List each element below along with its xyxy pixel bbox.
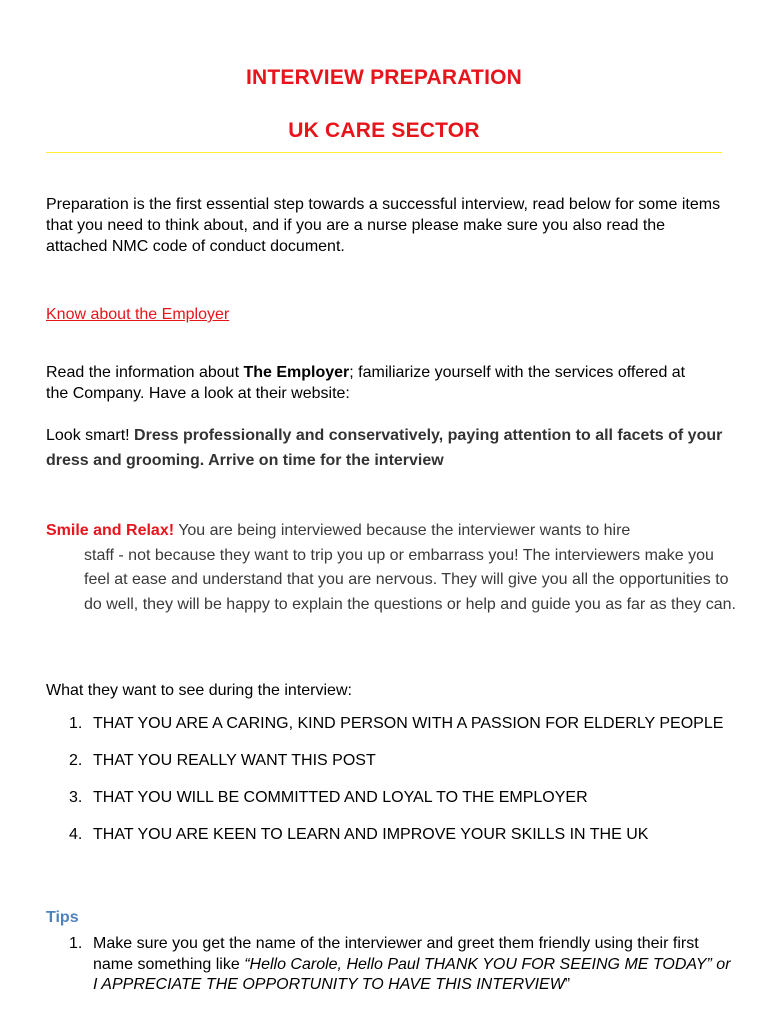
- smile-lead: Smile and Relax!: [46, 522, 175, 539]
- intro-paragraph: Preparation is the first essential step towards a successful interview, read below for some items that you need to think about, and if you are a nurse please make sure you also read the attached NMC code of conduct document.: [46, 196, 721, 255]
- tips-heading: Tips: [46, 909, 79, 926]
- list-item: 3. THAT YOU WILL BE COMMITTED AND LOYAL TO THE EMPLOYER: [69, 789, 588, 806]
- employer-text-after: ; familiarize yourself with the services offered at the Company. Have a look at their website:: [46, 364, 686, 402]
- employer-heading: Know about the Employer: [46, 306, 230, 323]
- list-item: 2. THAT YOU REALLY WANT THIS POST: [69, 752, 376, 769]
- employer-paragraph: [46, 362, 706, 404]
- employer-text-before: Read the information about: [46, 364, 244, 381]
- dress-text: Dress professionally and conservatively, paying attention to all facets of your dress and grooming. Arrive on time for the interview: [46, 427, 723, 469]
- document-subtitle: UK CARE SECTOR: [288, 119, 480, 142]
- smile-rest: staff - not because they want to trip you up or embarrass you! The interviewers make you feel at ease and understand that you are nervous. They will give you all the opportunities to do well, they will be happy to explain the questions or help and guide you as far as they can.: [84, 546, 736, 613]
- list-item: 4. THAT YOU ARE KEEN TO LEARN AND IMPROVE YOUR SKILLS IN THE UK: [69, 826, 649, 843]
- dress-lead: Look smart!: [46, 427, 135, 444]
- employer-name: The Employer: [243, 364, 350, 381]
- want-list: [46, 712, 736, 860]
- tips-list: [46, 934, 736, 996]
- title-divider: [46, 152, 722, 153]
- want-heading: What they want to see during the interview:: [46, 682, 352, 699]
- document-title: INTERVIEW PREPARATION: [245, 66, 523, 89]
- smile-paragraph: [46, 519, 736, 617]
- list-item: 1. Make sure you get the name of the interviewer and greet them friendly using their first name something like “Hello Carole, Hello Paul THANK YOU FOR SEEING ME TODAY” or I APPRECIATE THE OPPORTUNITY TO HAVE THIS INTERVIEW”: [69, 935, 731, 993]
- smile-line1: You are being interviewed because the interviewer wants to hire: [174, 522, 631, 539]
- dress-paragraph: [46, 424, 736, 473]
- list-item: 1. THAT YOU ARE A CARING, KIND PERSON WITH A PASSION FOR ELDERLY PEOPLE: [69, 715, 724, 732]
